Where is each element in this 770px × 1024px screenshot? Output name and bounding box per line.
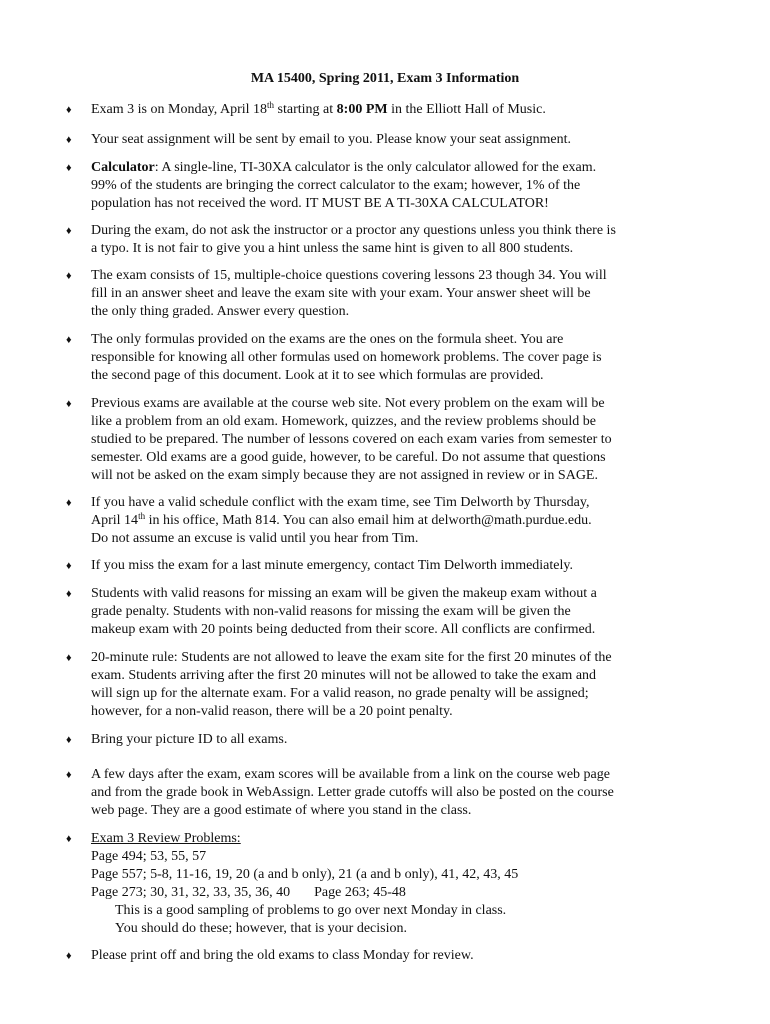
diamond-bullet-icon: ♦	[66, 833, 72, 845]
diamond-bullet-icon: ♦	[66, 652, 72, 664]
text: 20-minute rule: Students are not allowed to leave the exam site for the first 20 minutes of the	[91, 650, 612, 665]
diamond-bullet-icon: ♦	[66, 225, 72, 237]
text: April 14	[91, 513, 139, 528]
text: 99% of the students are bringing the correct calculator to the exam; however, 1% of the	[91, 178, 581, 193]
bullet-picture-id	[66, 731, 666, 749]
text: Please print off and bring the old exams to class Monday for review.	[91, 948, 474, 963]
diamond-bullet-icon: ♦	[66, 104, 72, 116]
superscript: th	[138, 511, 146, 521]
bullet-20-minute-rule	[66, 649, 666, 721]
text: the second page of this document. Look at it to see which formulas are provided.	[91, 368, 544, 383]
text: You should do these; however, that is your decision.	[115, 921, 407, 936]
diamond-bullet-icon: ♦	[66, 497, 72, 509]
text: This is a good sampling of problems to go over next Monday in class.	[115, 903, 507, 918]
text: Previous exams are available at the course web site. Not every problem on the exam will be	[91, 396, 605, 411]
text: however, for a non-valid reason, there will be a 20 point penalty.	[91, 704, 453, 719]
text: Page 263; 45-48	[314, 885, 406, 900]
bullet-exam-date	[66, 101, 666, 119]
text: responsible for knowing all other formulas used on homework problems. The cover page is	[91, 350, 602, 365]
text: will not be asked on the exam simply because they are not assigned in review or in SAGE.	[91, 468, 598, 483]
text: Bring your picture ID to all exams.	[91, 732, 288, 747]
diamond-bullet-icon: ♦	[66, 734, 72, 746]
bullet-previous-exams	[66, 395, 666, 485]
text: web page. They are a good estimate of where you stand in the class.	[91, 803, 472, 818]
text: Exam 3 is on Monday, April 18	[91, 102, 268, 117]
text: and from the grade book in WebAssign. Letter grade cutoffs will also be posted on the course	[91, 785, 614, 800]
text: The exam consists of 15, multiple-choice questions covering lessons 23 though 34. You will	[91, 268, 607, 283]
text: Your seat assignment will be sent by email to you. Please know your seat assignment.	[91, 132, 571, 147]
bullet-no-questions	[66, 222, 666, 258]
text: If you miss the exam for a last minute emergency, contact Tim Delworth immediately.	[91, 558, 573, 573]
text: Page 273; 30, 31, 32, 33, 35, 36, 40	[91, 885, 291, 900]
text: will sign up for the alternate exam. For a valid reason, no grade penalty will be assigned;	[91, 686, 589, 701]
diamond-bullet-icon: ♦	[66, 950, 72, 962]
text: fill in an answer sheet and leave the exam site with your exam. Your answer sheet will be	[91, 286, 591, 301]
text: Do not assume an excuse is valid until you hear from Tim.	[91, 531, 419, 546]
review-problems-heading: Exam 3 Review Problems:	[91, 831, 241, 846]
bullet-calculator	[66, 159, 666, 213]
text: population has not received the word. IT MUST BE A TI-30XA CALCULATOR!	[91, 196, 549, 211]
text: grade penalty. Students with non-valid reasons for missing the exam will be given the	[91, 604, 571, 619]
text: in the Elliott Hall of Music.	[387, 102, 546, 117]
text: like a problem from an old exam. Homework, quizzes, and the review problems should be	[91, 414, 597, 429]
superscript: th	[267, 100, 275, 110]
page-title: MA 15400, Spring 2011, Exam 3 Information	[250, 71, 520, 86]
bullet-makeup-exam	[66, 585, 666, 639]
text: in his office, Math 814. You can also email him at delworth@math.purdue.edu.	[145, 513, 592, 528]
text: Page 557; 5-8, 11-16, 19, 20 (a and b only), 21 (a and b only), 41, 42, 43, 45	[91, 867, 519, 882]
bullet-exam-scores	[66, 766, 666, 820]
diamond-bullet-icon: ♦	[66, 588, 72, 600]
text: studied to be prepared. The number of lessons covered on each exam varies from semester to	[91, 432, 612, 447]
text: A few days after the exam, exam scores will be available from a link on the course web page	[91, 767, 610, 782]
text: If you have a valid schedule conflict with the exam time, see Tim Delworth by Thursday,	[91, 495, 590, 510]
bullet-schedule-conflict	[66, 494, 666, 548]
text: starting at	[274, 102, 337, 117]
text: semester. Old exams are a good guide, however, to be careful. Do not assume that questions	[91, 450, 606, 465]
bullet-review-problems	[66, 830, 666, 938]
text: The only formulas provided on the exams are the ones on the formula sheet. You are	[91, 332, 564, 347]
diamond-bullet-icon: ♦	[66, 134, 72, 146]
text: Page 494; 53, 55, 57	[91, 849, 207, 864]
diamond-bullet-icon: ♦	[66, 334, 72, 346]
text: makeup exam with 20 points being deducted from their score. All conflicts are confirmed.	[91, 622, 596, 637]
diamond-bullet-icon: ♦	[66, 769, 72, 781]
text: : A single-line, TI-30XA calculator is the only calculator allowed for the exam.	[154, 160, 597, 175]
diamond-bullet-icon: ♦	[66, 560, 72, 572]
bullet-old-exams	[66, 947, 666, 965]
text: a typo. It is not fair to give you a hint unless the same hint is given to all 800 students.	[91, 241, 574, 256]
text: exam. Students arriving after the first 20 minutes will not be allowed to take the exam and	[91, 668, 597, 683]
text: Students with valid reasons for missing an exam will be given the makeup exam without a	[91, 586, 597, 601]
bullet-emergency	[66, 557, 666, 575]
diamond-bullet-icon: ♦	[66, 162, 72, 174]
bullet-formulas	[66, 331, 666, 385]
text: During the exam, do not ask the instructor or a proctor any questions unless you think there is	[91, 223, 616, 238]
calculator-label: Calculator	[91, 160, 155, 175]
bullet-exam-format	[66, 267, 666, 321]
text: the only thing graded. Answer every question.	[91, 304, 350, 319]
bullet-seat-assignment	[66, 131, 666, 149]
diamond-bullet-icon: ♦	[66, 270, 72, 282]
exam-time: 8:00 PM	[336, 102, 388, 117]
diamond-bullet-icon: ♦	[66, 398, 72, 410]
